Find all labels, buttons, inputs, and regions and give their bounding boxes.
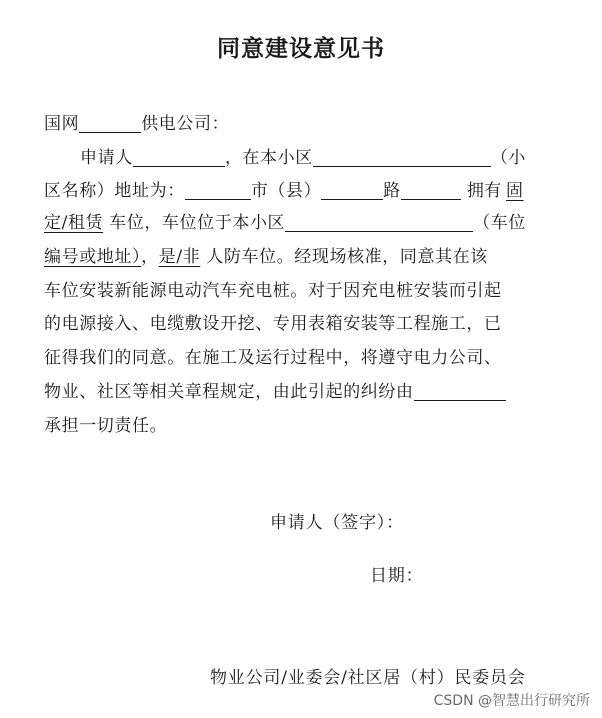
- salutation-suffix: 供电公司：: [141, 114, 230, 134]
- civil-defense-option: 是/非: [158, 247, 201, 267]
- salutation-prefix: 国网: [44, 114, 80, 134]
- salutation-line: [44, 113, 229, 135]
- space-number-hint: （车位: [473, 213, 526, 233]
- watermark-text: CSDN @智慧出行研究所: [433, 693, 590, 709]
- space-number-hint-end: 编号或地址）: [44, 247, 142, 267]
- organization-label: 物业公司/业委会/社区居（村）民委员会: [210, 668, 526, 688]
- paragraph-line-7: 征得我们的同意。在施工及运行过程中，将遵守电力公司、: [44, 348, 502, 368]
- paragraph-line-4: [44, 246, 488, 268]
- own-label: 拥有: [466, 181, 503, 201]
- road-blank: [321, 181, 383, 200]
- company-name-blank: [79, 114, 141, 133]
- applicant-label: 申请人: [80, 148, 133, 168]
- paragraph-line-5: 车位安装新能源电动汽车充电桩。对于因充电桩安装而引起: [44, 281, 502, 301]
- applicant-signature-label: 申请人（签字）：: [270, 513, 404, 533]
- road-label: 路: [383, 181, 401, 201]
- fixed-rent-option: 定/租赁: [44, 213, 104, 233]
- community-label: ，在本小区: [224, 148, 313, 168]
- space-location-blank: [285, 213, 473, 232]
- city-blank: [185, 181, 251, 200]
- paragraph-text-4: 人防车位。经现场核准，同意其在该: [206, 247, 488, 267]
- paragraph-line-1: [80, 147, 526, 169]
- comma: ，: [141, 247, 159, 267]
- community-name-blank: [313, 148, 491, 167]
- city-county-label: 市（县）: [250, 181, 322, 201]
- responsible-party-blank: [414, 382, 506, 401]
- number-blank: [401, 181, 461, 200]
- space-location-label: 车位，车位位于本小区: [109, 213, 286, 233]
- community-name-hint: （小: [490, 148, 527, 168]
- fixed-option-part1: 固: [506, 181, 524, 201]
- paragraph-line-6: 的电源接入、电缆敷设开挖、专用表箱安装等工程施工，已: [44, 314, 502, 334]
- paragraph-line-3: [44, 212, 526, 234]
- address-label: 区名称）地址为：: [44, 181, 185, 201]
- date-label: 日期：: [370, 566, 424, 586]
- applicant-name-blank: [133, 148, 225, 167]
- dispute-text: 物业、社区等相关章程规定，由此引起的纠纷由: [44, 382, 414, 402]
- paragraph-line-9: 承担一切责任。: [44, 416, 168, 436]
- paragraph-line-8: [44, 381, 506, 403]
- document-title: 同意建设意见书: [217, 35, 385, 62]
- paragraph-line-2: [44, 180, 524, 202]
